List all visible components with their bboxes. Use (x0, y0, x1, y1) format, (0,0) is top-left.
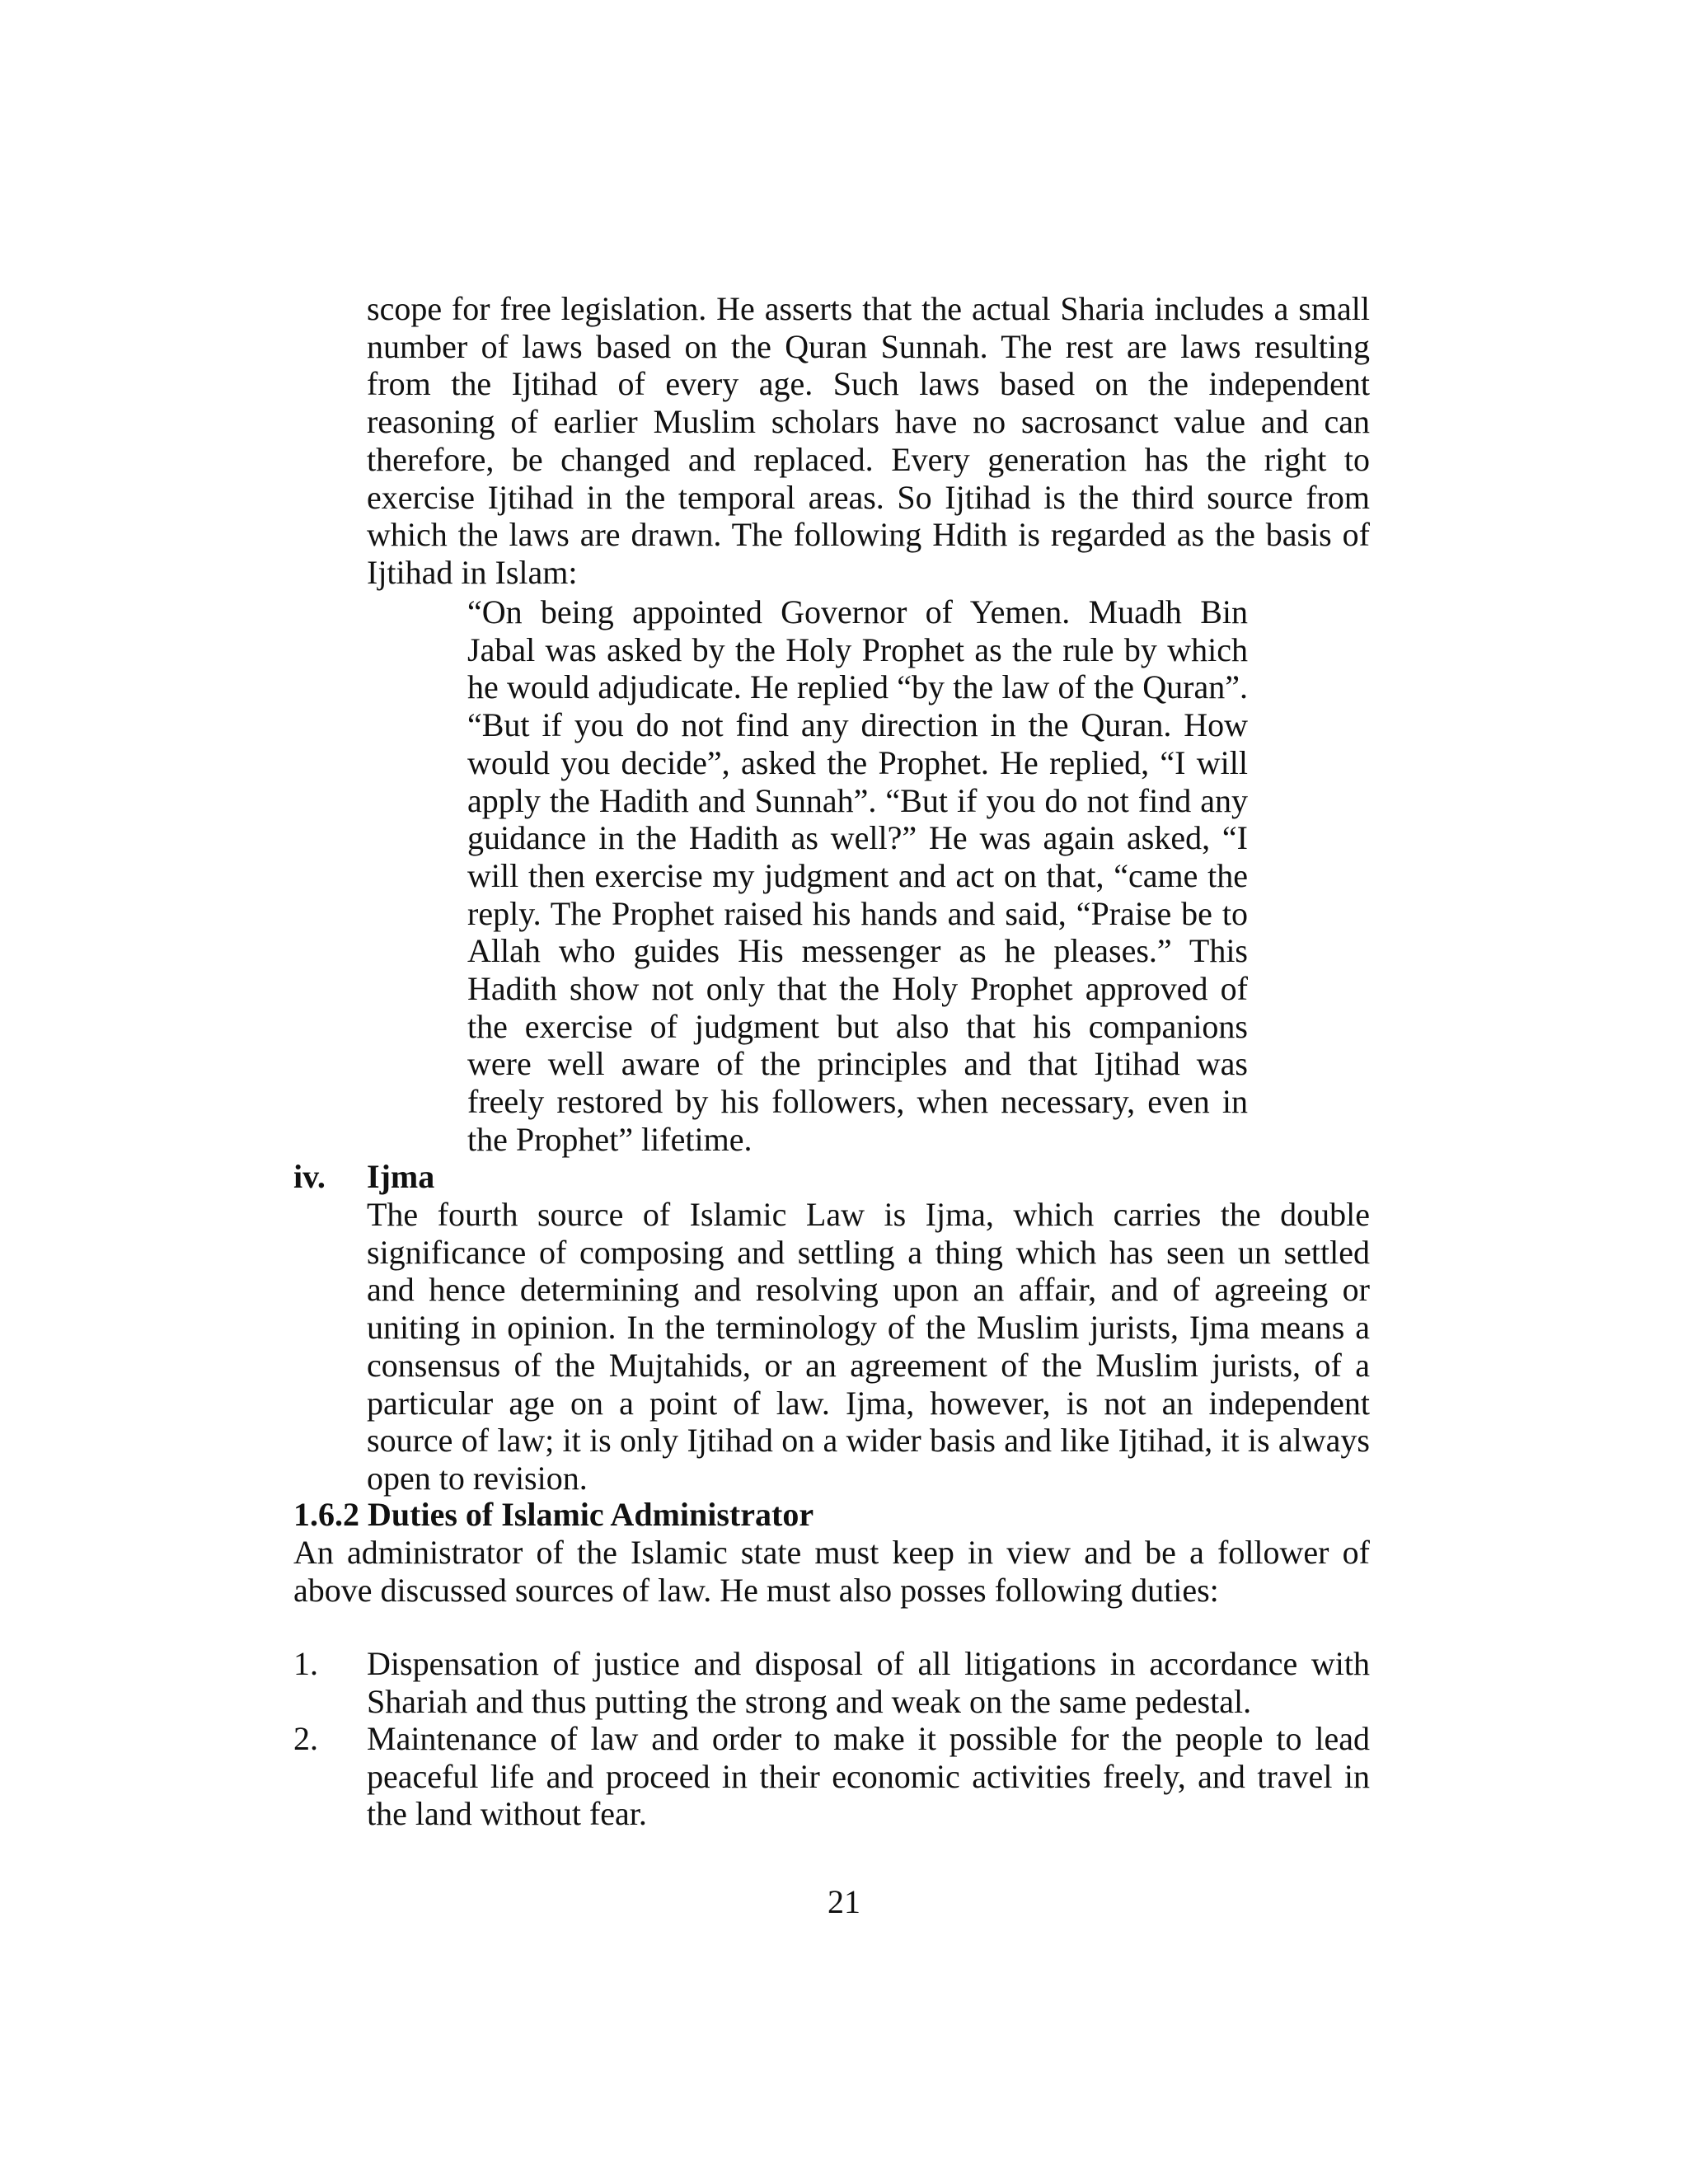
page-number: 21 (828, 1883, 860, 1920)
list-item-text: Maintenance of law and order to make it possible for the people to lead peaceful life and proceed in their economic activities freely, and travel in the land without fear. (367, 1720, 1370, 1833)
section-iv-title: Ijma (367, 1158, 435, 1195)
list-item-text: Dispensation of justice and disposal of all litigations in accordance with Shariah and thus putting the strong and weak on the same pedestal. (367, 1645, 1370, 1720)
paragraph-ijma: The fourth source of Islamic Law is Ijma, which carries the double significance of composing and settling a thing which has seen un settled and hence determining and resolving upon an affair, and of agreeing or uniting in opinion. In the terminology of the Muslim jurists, Ijma means a consensus of the Mujtahids, or an agreement of the Muslim jurists, of a particular age on a point of law. Ijma, however, is not an independent source of law; it is only Ijtihad on a wider basis and like Ijtihad, it is always open to revision. (367, 1196, 1370, 1497)
hadith-quote: “On being appointed Governor of Yemen. Muadh Bin Jabal was asked by the Holy Prophet as the rule by which he would adjudicate. He replied “by the law of the Quran”. “But if you do not find any direction in the Quran. How would you decide”, asked the Prophet. He replied, “I will apply the Hadith and Sunnah”. “But if you do not find any guidance in the Hadith as well?” He was again asked, “I will then exercise my judgment and act on that, “came the reply. The Prophet raised his hands and said, “Praise be to Allah who guides His messenger as he pleases.” This Hadith show not only that the Holy Prophet approved of the exercise of judgment but also that his companions were well aware of the principles and that Ijtihad was freely restored by his followers, when necessary, even in the Prophet” lifetime. (467, 593, 1248, 1158)
paragraph-ijtihad: scope for free legislation. He asserts that the actual Sharia includes a small number of laws based on the Quran Sunnah. The rest are laws resulting from the Ijtihad of every age. Such laws based on the independent reasoning of earlier Muslim scholars have no sacrosanct value and can therefore, be changed and replaced. Every generation has the right to exercise Ijtihad in the temporal areas. So Ijtihad is the third source from which the laws are drawn. The following Hdith is regarded as the basis of Ijtihad in Islam: (367, 290, 1370, 591)
section-iv-number: iv. (293, 1158, 326, 1195)
paragraph-administrator-intro: An administrator of the Islamic state must keep in view and be a follower of above discussed sources of law. He must also posses following duties: (293, 1534, 1370, 1609)
list-item-number: 1. (293, 1645, 318, 1682)
section-heading-duties: 1.6.2 Duties of Islamic Administrator (293, 1496, 814, 1533)
list-item-number: 2. (293, 1720, 318, 1757)
